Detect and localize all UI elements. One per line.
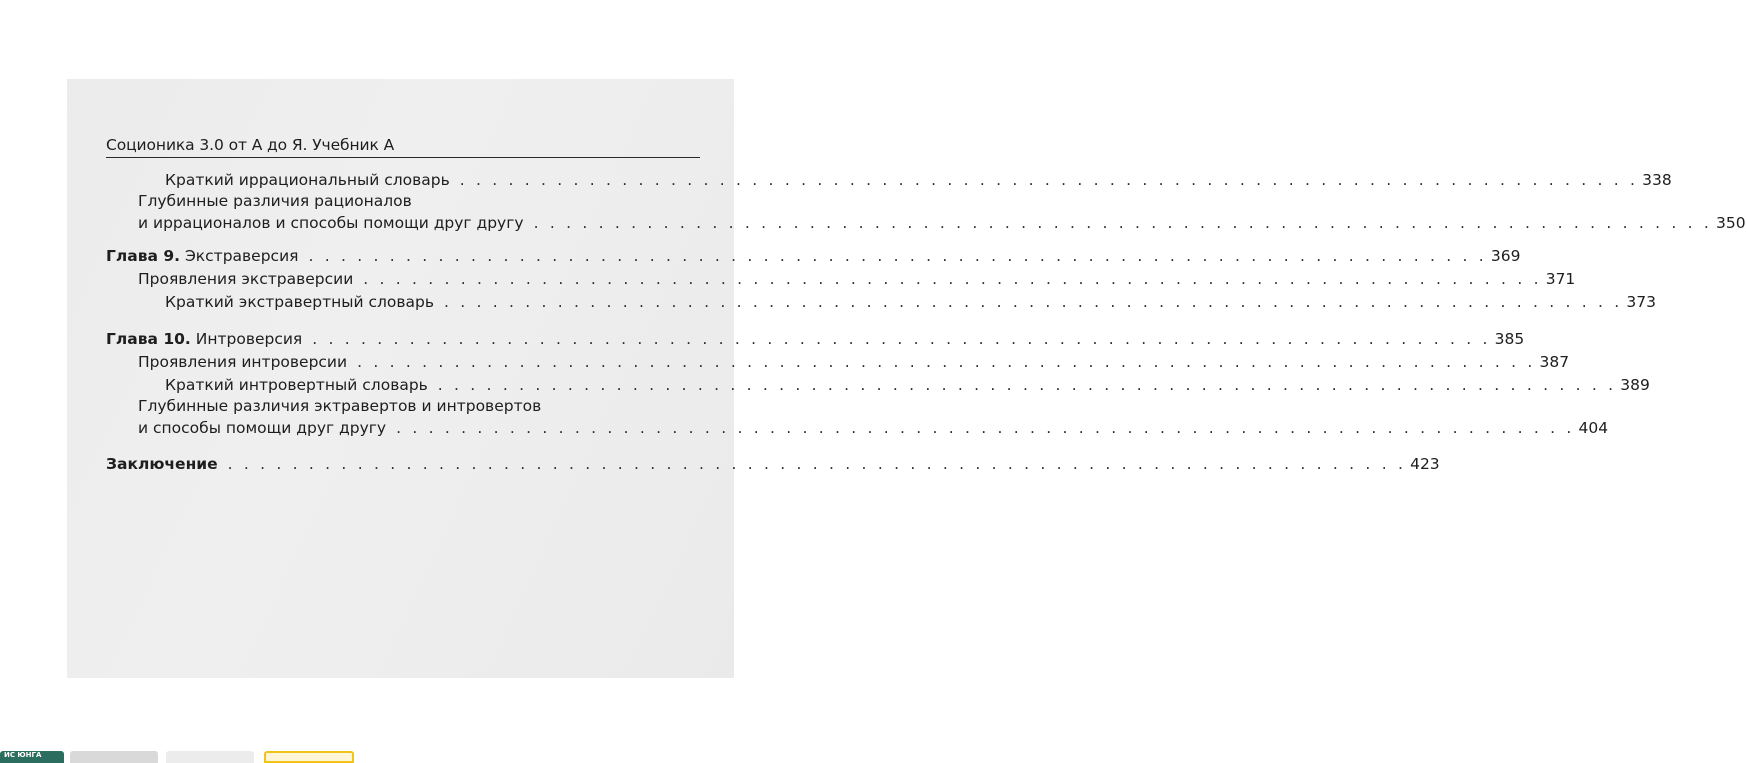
chapter-label: Глава 9.: [106, 247, 181, 265]
toc-entry-chapter: [106, 328, 1525, 350]
toc-entry-title-line1: Глубинные различия рационалов: [138, 192, 412, 210]
thumbnail[interactable]: [166, 751, 254, 763]
toc-entry-page: 371: [1545, 270, 1576, 288]
toc-entry: [106, 374, 1650, 396]
chapter-label: Глава 10.: [106, 330, 191, 348]
toc-entry-page: 389: [1620, 376, 1650, 394]
thumbnail-selected[interactable]: [264, 751, 354, 763]
toc-entry-title: Краткий иррациональный словарь: [165, 171, 450, 189]
toc-entry: [106, 190, 1746, 234]
book-page-scan: [67, 79, 1746, 678]
thumbnail[interactable]: [70, 751, 158, 763]
leader-dots: [534, 212, 1712, 234]
thumbnail[interactable]: ИС ЮНГА: [0, 751, 64, 763]
toc-entry-page: 338: [1642, 171, 1672, 189]
toc-entry-title: Интроверсия: [190, 330, 303, 348]
toc-entry-title: и способы помощи друг другу: [138, 419, 387, 437]
toc-entry-title: Краткий интровертный словарь: [165, 376, 428, 394]
toc-entry-page: 373: [1626, 293, 1657, 311]
toc-entry-page: 385: [1494, 330, 1525, 348]
toc-entry-page: 387: [1539, 353, 1570, 371]
leader-dots: [460, 169, 1638, 191]
toc-entry-title-line1: Глубинные различия эктравертов и интровертов: [138, 397, 542, 415]
leader-dots: [363, 268, 1541, 290]
toc-entry: [106, 291, 1657, 313]
leader-dots: [444, 291, 1622, 313]
toc-entry-chapter: [106, 453, 1440, 475]
leader-dots: [357, 351, 1535, 373]
toc-entry-title: Проявления экстраверсии: [138, 270, 354, 288]
toc-entry-chapter: [106, 245, 1521, 267]
toc-entry-title: и иррационалов и способы помощи друг другу: [138, 214, 524, 232]
chapter-label: Заключение: [106, 455, 218, 473]
toc-entry-page: 350: [1715, 214, 1746, 232]
leader-dots: [396, 417, 1574, 439]
toc-entry-page: 423: [1410, 455, 1440, 473]
leader-dots: [312, 328, 1490, 350]
toc-entry-title: Проявления интроверсии: [138, 353, 348, 371]
toc-entry-title: Краткий экстравертный словарь: [165, 293, 434, 311]
toc-entry-title: Экстраверсия: [180, 247, 299, 265]
thumbnail-strip: [0, 751, 821, 760]
toc-entry-page: 369: [1490, 247, 1521, 265]
toc-entry: [106, 395, 1609, 439]
toc-entry: [106, 351, 1570, 373]
leader-dots: [438, 374, 1616, 396]
leader-dots: [308, 245, 1486, 267]
running-head: Соционика 3.0 от А до Я. Учебник А: [106, 134, 700, 158]
toc-entry: [106, 169, 1672, 191]
leader-dots: [228, 453, 1406, 475]
toc-entry-page: 404: [1578, 419, 1609, 437]
toc-entry: [106, 268, 1576, 290]
